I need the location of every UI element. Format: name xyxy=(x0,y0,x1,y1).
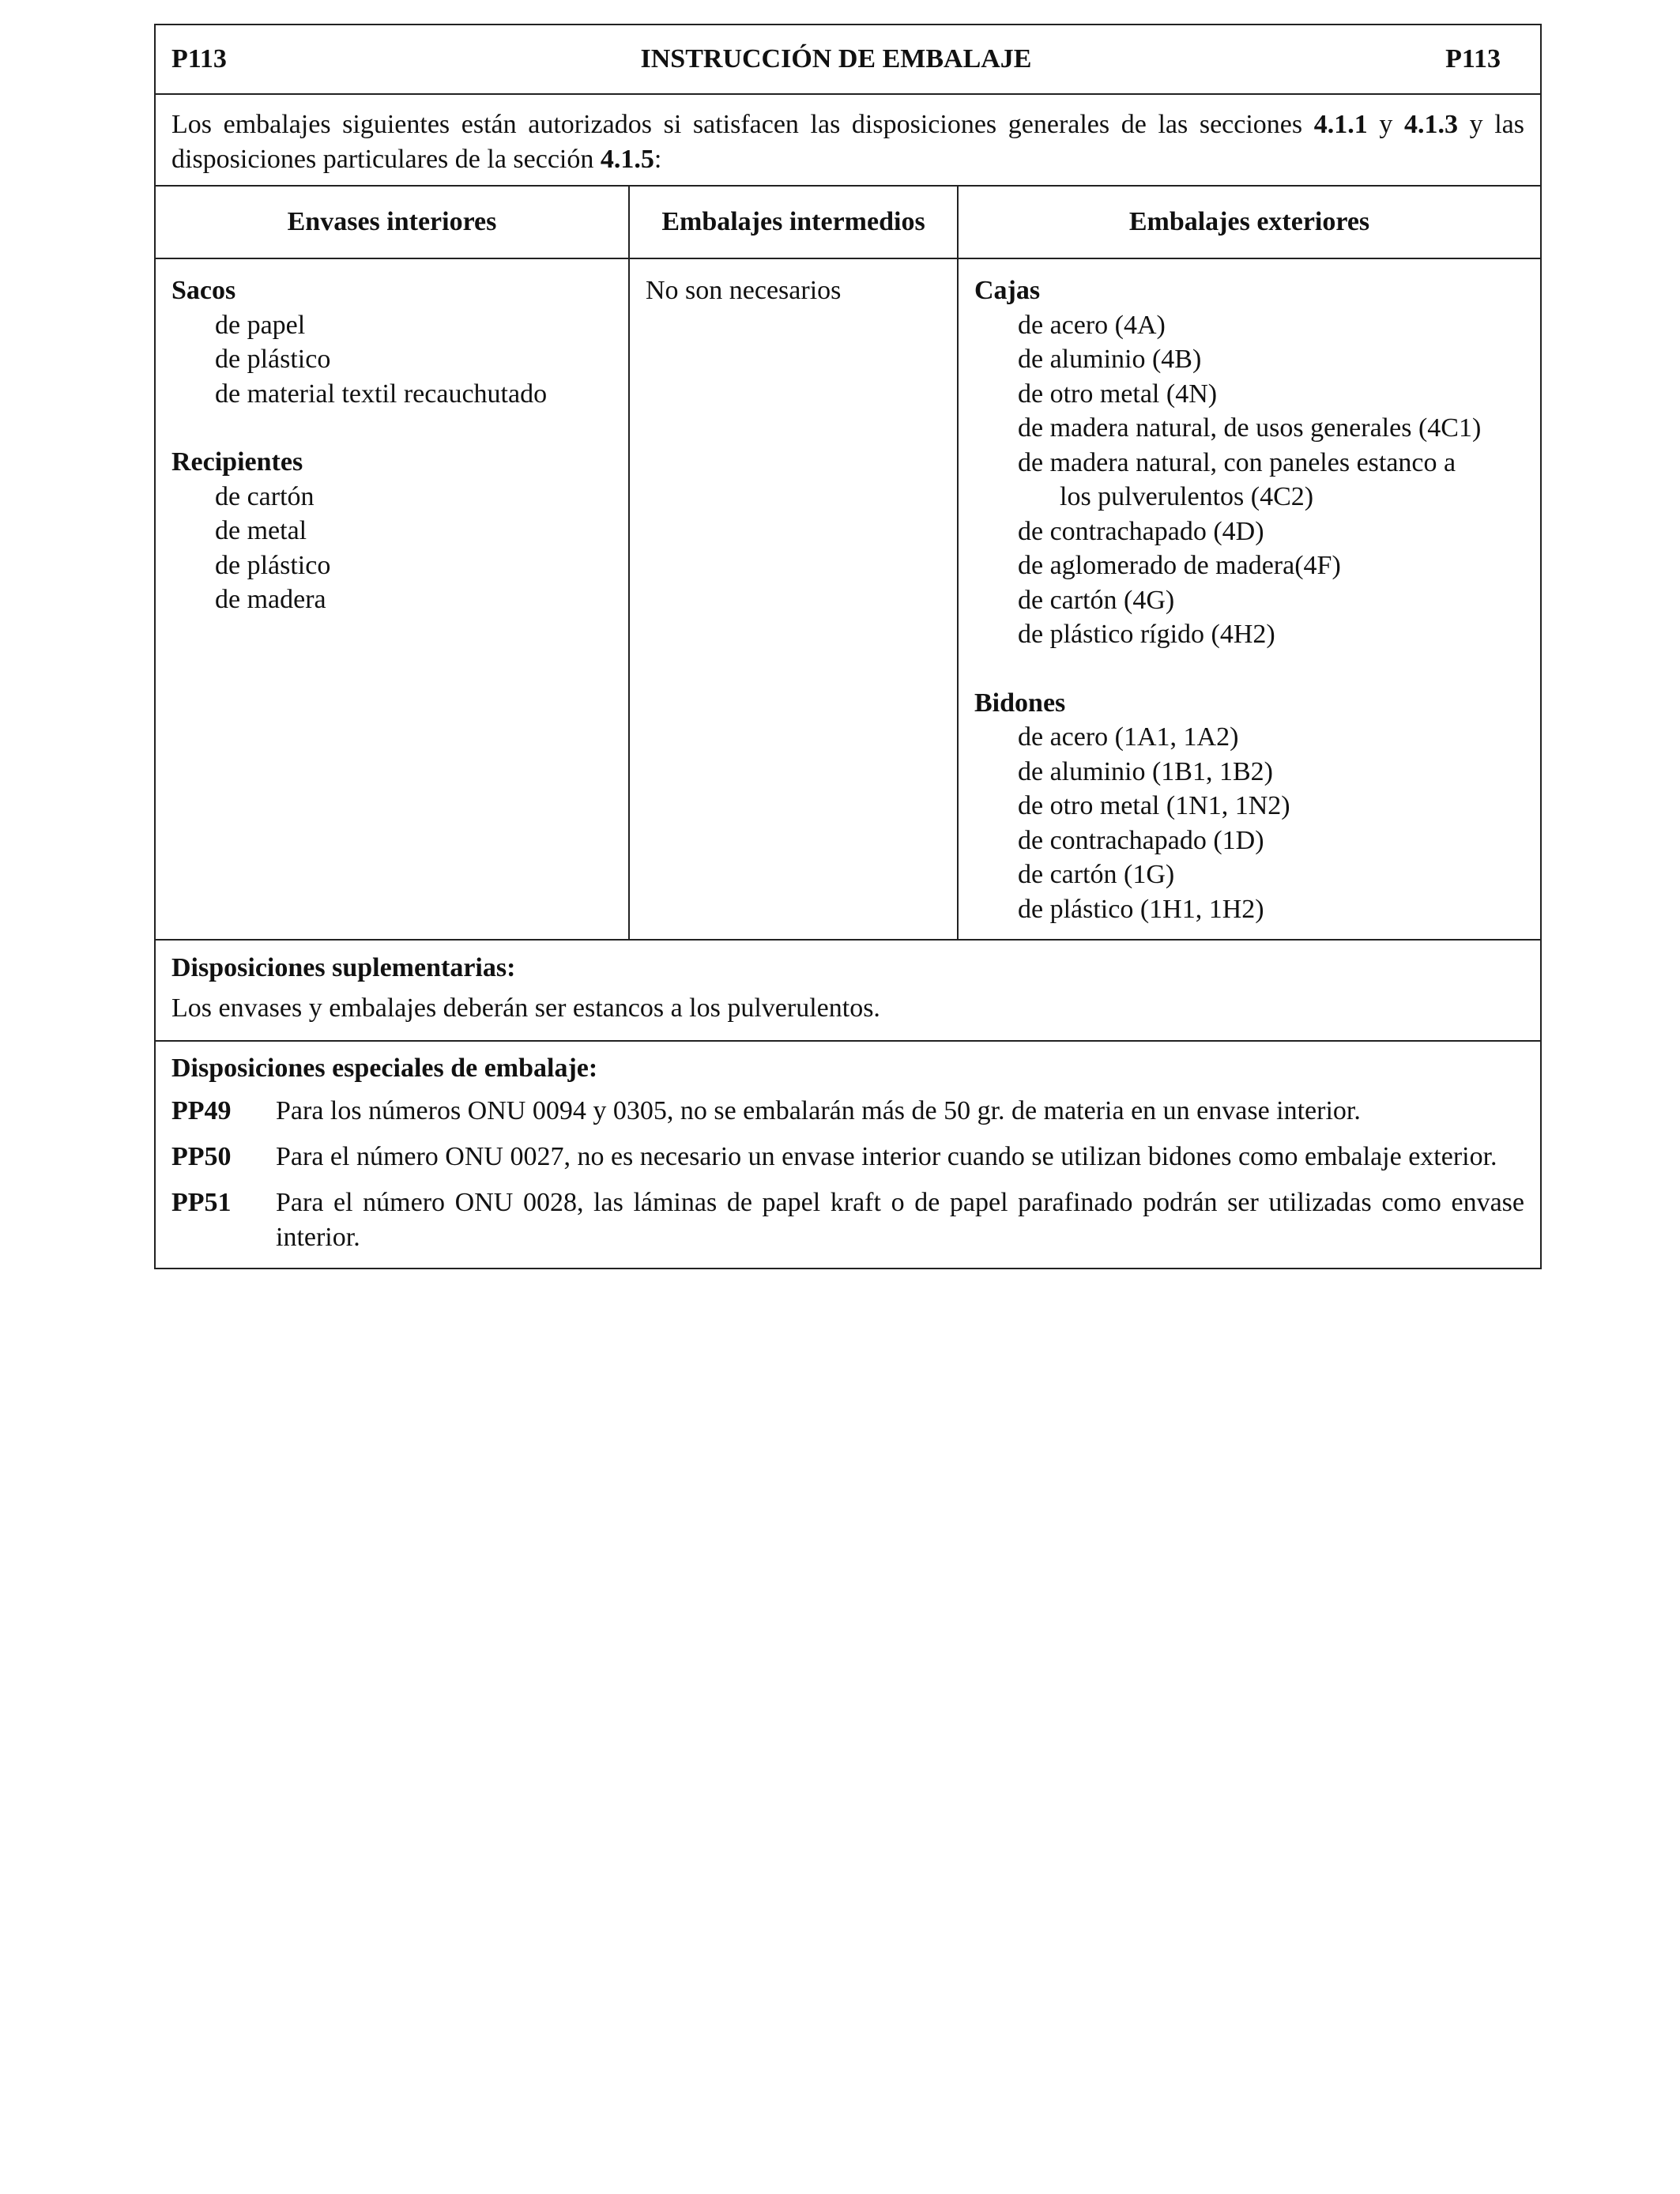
intro-text-3: y las disposiciones particulares de la sección xyxy=(171,110,1524,174)
interiores-cell xyxy=(156,259,630,939)
list-item: de aluminio (4B) xyxy=(1018,345,1202,374)
provision-item xyxy=(171,1186,1524,1255)
provision-text: Para el número ONU 0028, las láminas de papel kraft o de papel parafinado podrán ser utilizadas como envase interior. xyxy=(276,1188,1524,1252)
list-item: de material textil recauchutado xyxy=(215,379,548,409)
intro-paragraph xyxy=(156,95,1540,187)
section-ref-4-1-5: 4.1.5 xyxy=(600,145,654,174)
intermedios-text: No son necesarios xyxy=(646,276,842,305)
provision-item xyxy=(171,1094,1524,1129)
intro-text-1: Los embalajes siguientes están autorizados si satisfacen las disposiciones generales de las secciones xyxy=(171,110,1314,139)
supplementary-provisions xyxy=(156,941,1540,1042)
sacos-title: Sacos xyxy=(171,276,236,305)
list-item: de madera natural, de usos generales (4C1) xyxy=(1018,413,1482,443)
provision-text: Para los números ONU 0094 y 0305, no se embalarán más de 50 gr. de materia en un envase interior. xyxy=(276,1096,1361,1125)
list-item: de cartón (4G) xyxy=(1018,585,1175,615)
list-item: de papel xyxy=(215,310,306,340)
bidones-title: Bidones xyxy=(974,688,1066,718)
header-row xyxy=(156,25,1540,95)
intro-text-4: : xyxy=(654,145,662,174)
list-item: de plástico (1H1, 1H2) xyxy=(1018,894,1264,924)
column-header-exteriores: Embalajes exteriores xyxy=(1128,207,1370,236)
supplementary-title: Disposiciones suplementarias: xyxy=(171,953,516,982)
list-item: los pulverulentos (4C2) xyxy=(1060,482,1314,511)
supplementary-text: Los envases y embalajes deberán ser estancos a los pulverulentos. xyxy=(171,993,880,1023)
columns-body xyxy=(156,259,1540,941)
provision-code: PP51 xyxy=(171,1188,232,1217)
cajas-title: Cajas xyxy=(974,276,1041,305)
list-item: de acero (4A) xyxy=(1018,310,1166,340)
list-item: de acero (1A1, 1A2) xyxy=(1018,722,1239,752)
provision-text: Para el número ONU 0027, no es necesario un envase interior cuando se utilizan bidones como embalaje exterior. xyxy=(276,1142,1497,1171)
list-item: de aglomerado de madera(4F) xyxy=(1018,551,1341,580)
instruction-code-left: P113 xyxy=(171,44,227,74)
list-item: de otro metal (1N1, 1N2) xyxy=(1018,791,1290,820)
list-item: de otro metal (4N) xyxy=(1018,379,1218,409)
provision-code: PP50 xyxy=(171,1142,232,1171)
special-provisions xyxy=(156,1042,1540,1268)
list-item: de contrachapado (4D) xyxy=(1018,516,1264,546)
page-title: INSTRUCCIÓN DE EMBALAJE xyxy=(640,44,1032,74)
section-ref-4-1-1: 4.1.1 xyxy=(1313,110,1368,139)
list-item: de cartón (1G) xyxy=(1018,860,1175,889)
list-item: de plástico xyxy=(215,550,331,580)
list-item: de madera natural, con paneles estanco a xyxy=(1018,447,1456,477)
instruction-code-right: P113 xyxy=(1445,44,1501,74)
exteriores-cell xyxy=(959,259,1540,939)
list-item: de metal xyxy=(215,516,307,545)
intro-text-2: y xyxy=(1367,110,1404,139)
list-item: de plástico xyxy=(215,345,331,374)
intermedios-cell xyxy=(630,259,959,939)
list-item: de plástico rígido (4H2) xyxy=(1018,620,1275,649)
column-header-intermedios: Embalajes intermedios xyxy=(630,187,959,258)
column-headers xyxy=(156,187,1540,259)
section-ref-4-1-3: 4.1.3 xyxy=(1403,110,1458,139)
list-item: de contrachapado (1D) xyxy=(1018,825,1264,855)
column-header-interiores: Envases interiores xyxy=(156,187,630,258)
provision-code: PP49 xyxy=(171,1096,232,1125)
special-provisions-title: Disposiciones especiales de embalaje: xyxy=(171,1054,598,1083)
packing-instruction-table xyxy=(154,24,1542,1269)
list-item: de aluminio (1B1, 1B2) xyxy=(1018,756,1273,786)
list-item: de cartón xyxy=(215,481,315,511)
list-item: de madera xyxy=(215,585,326,614)
recipientes-title: Recipientes xyxy=(171,447,303,477)
provision-item xyxy=(171,1140,1524,1174)
